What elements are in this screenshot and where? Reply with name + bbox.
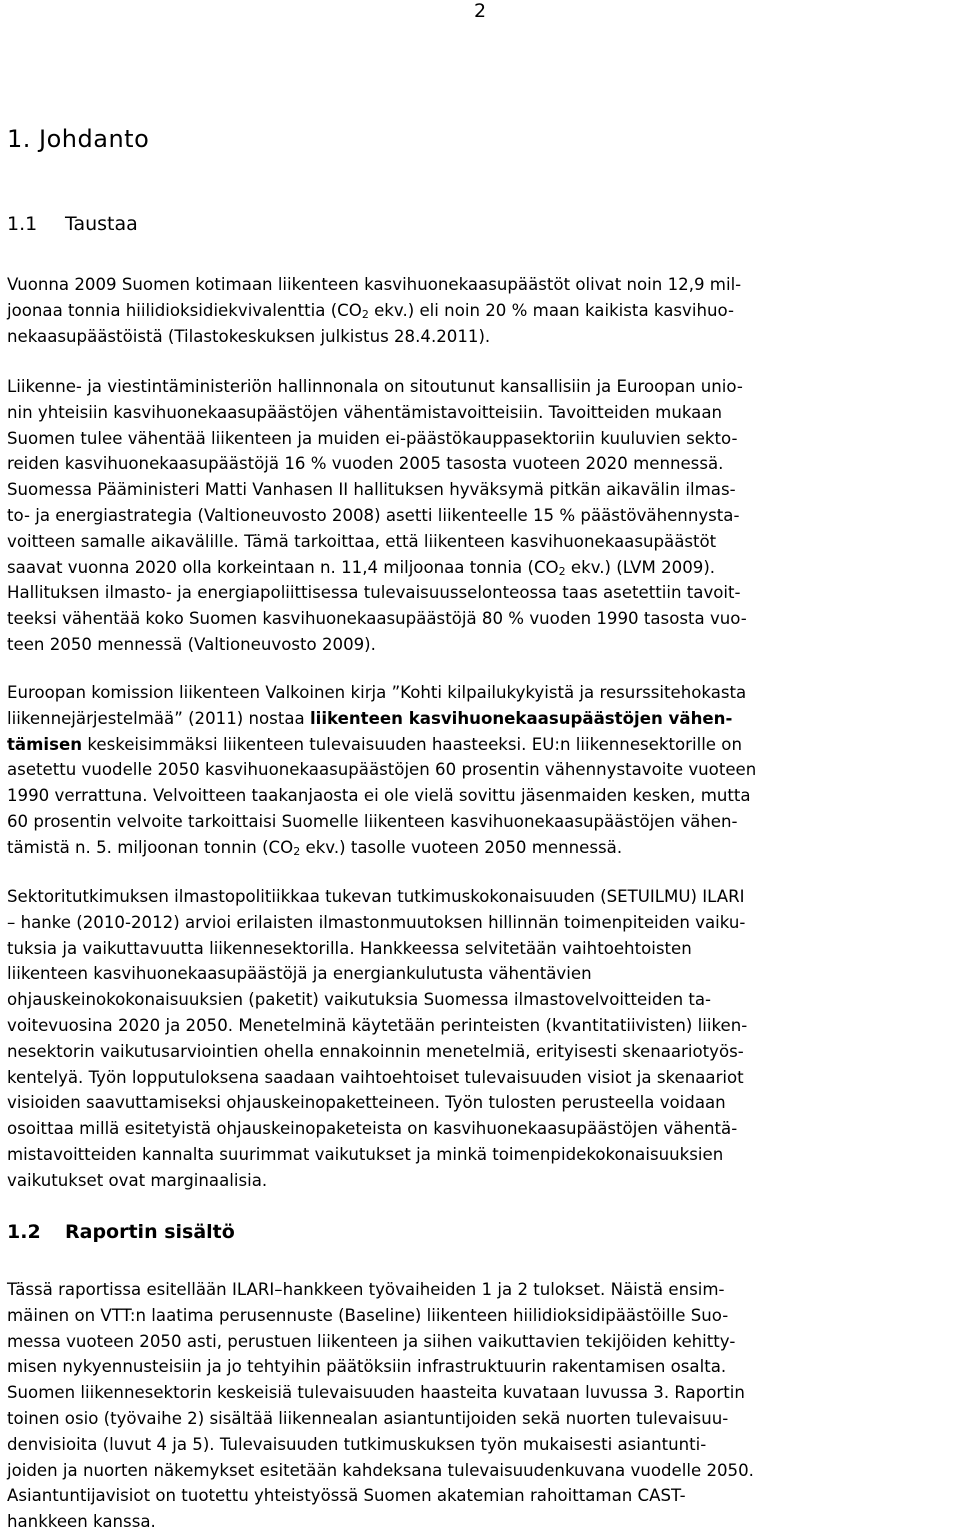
text-line: joiden ja nuorten näkemykset esitetään kahdeksana tulevaisuudenkuvana vuodelle 2050.	[7, 1460, 754, 1480]
text-line: Sektoritutkimuksen ilmastopolitiikkaa tukevan tutkimuskokonaisuuden (SETUILMU) ILARI	[7, 887, 745, 906]
paragraph-emissions-2009	[7, 272, 955, 349]
text-line: hankkeen kanssa.	[7, 1512, 156, 1532]
text-span: ekv.) eli noin 20 % maan kaikista kasvihuo-	[368, 300, 734, 320]
text-line: denvisioita (luvut 4 ja 5). Tulevaisuuden tutkimuskuksen työn mukaisesti asiantunti-	[7, 1434, 707, 1454]
text-line: nekaasupäästöistä (Tilastokeskuksen julkistus 28.4.2011).	[7, 326, 491, 346]
text-line: vaikutukset ovat marginaalisia.	[7, 1170, 268, 1190]
text-line: teen 2050 mennessä (Valtioneuvosto 2009).	[7, 634, 376, 654]
text-line: mäinen on VTT:n laatima perusennuste (Baseline) liikenteen hiilidioksidipäästöille Suo-	[7, 1305, 729, 1325]
section-title: Raportin sisältö	[65, 1221, 235, 1243]
text-line	[7, 298, 955, 324]
text-line: Suomen liikennesektorin keskeisiä tulevaisuuden haasteita kuvataan luvussa 3. Raportin	[7, 1383, 745, 1403]
text-line: nesektorin vaikutusarviointien ohella ennakoinnin menetelmiä, erityisesti skenaariotyös-	[7, 1041, 744, 1061]
subscript: 2	[361, 307, 369, 321]
text-line: misen nykyennusteisiin ja jo tehtyihin päätöksiin infrastruktuurin rakentamisen osalta.	[7, 1357, 727, 1377]
text-line: 1990 verrattuna. Velvoitteen taakanjaosta ei ole vielä sovittu jäsenmaiden kesken, mutta	[7, 786, 751, 806]
text-line: – hanke (2010-2012) arvioi erilaisten ilmastonmuutoksen hillinnän toimenpiteiden vaiku-	[7, 912, 746, 932]
text-line: asetettu vuodelle 2050 kasvihuonekaasupäästöjen 60 prosentin vähennystavoite vuoteen	[7, 760, 757, 780]
text-line: kentelyä. Työn lopputuloksena saadaan vaihtoehtoiset tulevaisuuden visiot ja skenaariot	[7, 1067, 744, 1087]
text-line: voitteen samalle aikavälille. Tämä tarkoittaa, että liikenteen kasvihuonekaasupäästöt	[7, 531, 717, 551]
paragraph-report-contents	[7, 1277, 955, 1535]
text-line	[7, 555, 955, 581]
text-line: nin yhteisiin kasvihuonekaasupäästöjen vähentämistavoitteisiin. Tavoitteiden mukaan	[7, 402, 723, 422]
bold-text: tämisen	[7, 734, 83, 754]
chapter-heading: 1. Johdanto	[7, 125, 150, 153]
bold-text: liikenteen kasvihuonekaasupäästöjen vähen-	[309, 708, 733, 728]
paragraph-ministry-targets	[7, 374, 955, 658]
section-title: Taustaa	[65, 213, 138, 235]
text-line: osoittaa millä esitetyistä ohjauskeinopaketeista on kasvihuonekaasupäästöjen vähentä-	[7, 1119, 738, 1139]
text-line: to- ja energiastrategia (Valtioneuvosto 2008) asetti liikenteelle 15 % päästövähennysta-	[7, 505, 740, 525]
text-line: visioiden saavuttamiseksi ohjauskeinopaketteineen. Työn tulosten perusteella voidaan	[7, 1093, 726, 1113]
text-line: toinen osio (työvaihe 2) sisältää liikennealan asiantuntijoiden sekä nuorten tulevaisuu-	[7, 1408, 729, 1428]
section-heading-raportin-sisalto	[7, 1220, 235, 1244]
text-line: Asiantuntijavisiot on tuotettu yhteistyössä Suomen akatemian rahoittaman CAST-	[7, 1486, 686, 1506]
text-line: Suomen tulee vähentää liikenteen ja muiden ei-päästökauppasektoriin kuuluvien sekto-	[7, 428, 738, 448]
text-line: teeksi vähentää koko Suomen kasvihuonekaasupäästöjä 80 % vuoden 1990 tasosta vuo-	[7, 609, 747, 629]
text-line: mistavoitteiden kannalta suurimmat vaikutukset ja minkä toimenpidekokonaisuuksien	[7, 1144, 724, 1164]
text-span: saavat vuonna 2020 olla korkeintaan n. 11,4 miljoonaa tonnia (CO	[7, 557, 559, 577]
section-number: 1.2	[7, 1221, 41, 1243]
text-line: Suomessa Pääministeri Matti Vanhasen II hallituksen hyväksymä pitkän aikavälin ilmas-	[7, 480, 736, 500]
text-line: liikenteen kasvihuonekaasupäästöjä ja energiankulutusta vähentävien	[7, 964, 592, 984]
text-span: tämistä n. 5. miljoonan tonnin (CO	[7, 837, 294, 857]
text-line: 60 prosentin velvoite tarkoittaisi Suomelle liikenteen kasvihuonekaasupäästöjen vähen-	[7, 811, 738, 831]
subscript: 2	[293, 844, 301, 858]
text-span: ekv.) (LVM 2009).	[565, 557, 716, 577]
text-line: Liikenne- ja viestintäministeriön hallinnonala on sitoutunut kansallisiin ja Euroopan unio-	[7, 377, 743, 396]
text-line: tuksia ja vaikuttavuutta liikennesektorilla. Hankkeessa selvitetään vaihtoehtoisten	[7, 938, 692, 958]
subscript: 2	[558, 564, 566, 578]
text-line: Vuonna 2009 Suomen kotimaan liikenteen kasvihuonekaasupäästöt olivat noin 12,9 mil-	[7, 275, 742, 294]
text-line	[7, 732, 955, 758]
text-span: ekv.) tasolle vuoteen 2050 mennessä.	[300, 837, 623, 857]
text-span: joonaa tonnia hiilidioksidiekvivalenttia (CO	[7, 300, 362, 320]
text-span: keskeisimmäksi liikenteen tulevaisuuden haasteeksi. EU:n liikennesektorille on	[82, 734, 742, 754]
text-line	[7, 706, 955, 732]
text-line	[7, 835, 955, 861]
text-line: reiden kasvihuonekaasupäästöjä 16 % vuoden 2005 tasosta vuoteen 2020 mennessä.	[7, 454, 724, 474]
text-line: ohjauskeinokokonaisuuksien (paketit) vaikutuksia Suomessa ilmastovelvoitteiden ta-	[7, 990, 712, 1010]
text-line: Euroopan komission liikenteen Valkoinen kirja ”Kohti kilpailukykyistä ja resurssitehokasta	[7, 683, 747, 702]
text-line: voitevuosina 2020 ja 2050. Menetelminä käytetään perinteisten (kvantitatiivisten) liiken-	[7, 1015, 748, 1035]
paragraph-white-paper	[7, 680, 955, 861]
text-line: Tässä raportissa esitellään ILARI–hankkeen työvaiheiden 1 ja 2 tulokset. Näistä ensim-	[7, 1280, 725, 1299]
text-span: liikennejärjestelmää” (2011) nostaa	[7, 708, 310, 728]
text-line: Hallituksen ilmasto- ja energiapoliittisessa tulevaisuusselonteossa taas asetettiin tavoit-	[7, 583, 741, 603]
section-number: 1.1	[7, 213, 38, 235]
text-line: messa vuoteen 2050 asti, perustuen liikenteen ja siihen vaikuttavien tekijöiden kehitty-	[7, 1331, 736, 1351]
section-heading-taustaa	[7, 212, 138, 236]
page-number: 2	[473, 0, 487, 22]
paragraph-ilari-project	[7, 884, 955, 1194]
